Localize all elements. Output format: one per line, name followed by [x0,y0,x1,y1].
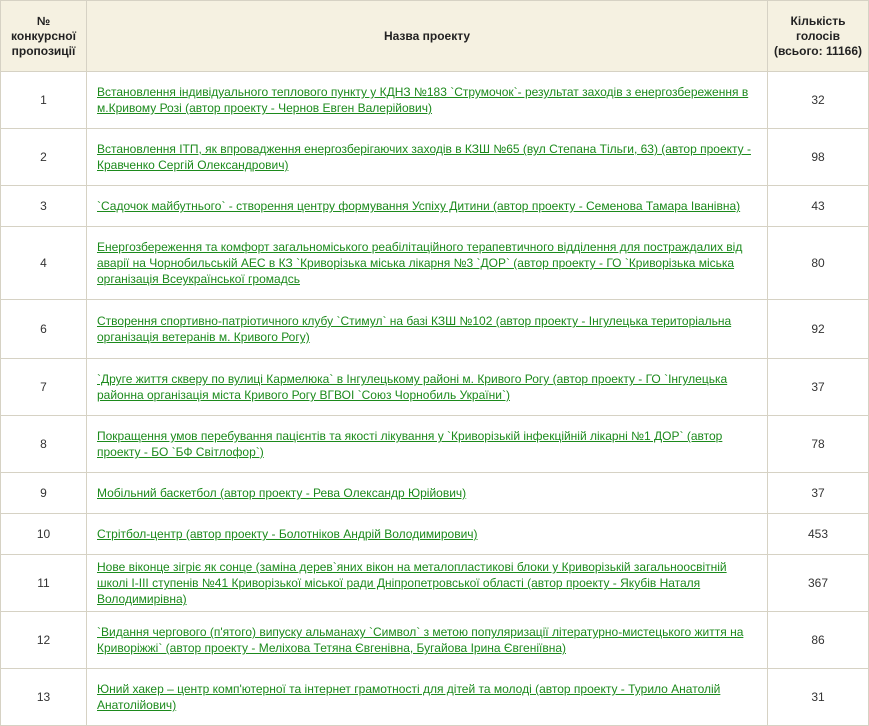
project-link[interactable]: Покращення умов перебування пацієнтів та якості лікування у `Криворізькій інфекційній лікарні №1 ДОР` (автор проекту - БО `БФ Світлофор`) [97,429,723,459]
table-row [1,227,869,300]
vote-count: 92 [768,300,869,359]
project-link[interactable]: Нове віконце зігріє як сонце (заміна дерев`яних вікон на металопластикові блоки у Криворізькій загальноосвітній школі І-ІІІ ступенів №41 Криворізької міської ради Дніпропетровської області (автор проекту - Якубів Наталя Володимирівна) [97,560,727,606]
row-number: 6 [1,300,87,359]
table-body [1,72,869,726]
vote-count: 453 [768,514,869,555]
row-number: 12 [1,612,87,669]
project-link[interactable]: `Садочок майбутнього` - створення центру формування Успіху Дитини (автор проекту - Семенова Тамара Іванівна) [97,199,741,213]
table-row [1,555,869,612]
table-row [1,416,869,473]
table-row [1,669,869,726]
table-header [1,1,869,72]
row-number: 8 [1,416,87,473]
row-number: 1 [1,72,87,129]
vote-count: 43 [768,186,869,227]
column-header-title: Назва проекту [87,1,768,72]
row-number: 4 [1,227,87,300]
project-link[interactable]: Юний хакер – центр комп'ютерної та інтернет грамотності для дітей та молоді (автор проекту - Турило Анатолій Анатолійович) [97,682,721,712]
project-link[interactable]: `Друге життя скверу по вулиці Кармелюка` в Інгулецькому районі м. Кривого Рогу (автор проекту - ГО `Інгулецька районна організація міста Кривого Рогу ВГВОІ `Союз Чорнобиль України`) [97,372,728,402]
column-header-votes: Кількість голосів (всього: 11166) [768,1,869,72]
table-row [1,514,869,555]
project-link[interactable]: Встановлення індивідуального теплового пункту у КДНЗ №183 `Струмочок`- результат заходів з енергозбереження в м.Кривому Розі (автор проекту - Чернов Евген Валерійович) [97,85,749,115]
table-row [1,359,869,416]
table-row [1,72,869,129]
table-row [1,129,869,186]
row-number: 13 [1,669,87,726]
project-link[interactable]: Мобільний баскетбол (автор проекту - Рева Олександр Юрійович) [97,486,467,500]
table-row [1,473,869,514]
project-link[interactable]: Енергозбереження та комфорт загальноміського реабілітаційного терапевтичного відділення для постраждалих від аварії на Чорнобильській АЕС в КЗ `Криворізька міська лікарня №3 `ДОР` (автор проекту - ГО `Криворізька міська організація Всеукраїнської громадсь [97,240,743,286]
row-number: 3 [1,186,87,227]
vote-count: 32 [768,72,869,129]
row-number: 10 [1,514,87,555]
vote-count: 367 [768,555,869,612]
project-link[interactable]: Встановлення ІТП, як впровадження енергозберігаючих заходів в КЗШ №65 (вул Степана Тільги, 63) (автор проекту - Кравченко Сергій Олександрович) [97,142,751,172]
project-link[interactable]: Створення спортивно-патріотичного клубу `Стимул` на базі КЗШ №102 (автор проекту - Інгулецька територіальна організація ветеранів м. Кривого Рогу) [97,314,732,344]
table-row [1,612,869,669]
project-link[interactable]: Стрітбол-центр (автор проекту - Болотніков Андрій Володимирович) [97,527,478,541]
vote-count: 37 [768,473,869,514]
row-number: 7 [1,359,87,416]
row-number: 2 [1,129,87,186]
vote-count: 78 [768,416,869,473]
vote-count: 98 [768,129,869,186]
vote-count: 37 [768,359,869,416]
table-row [1,186,869,227]
row-number: 9 [1,473,87,514]
vote-count: 86 [768,612,869,669]
vote-count: 31 [768,669,869,726]
column-header-number: № конкурсної пропозиції [1,1,87,72]
row-number: 11 [1,555,87,612]
vote-count: 80 [768,227,869,300]
table-row [1,300,869,359]
project-link[interactable]: `Видання чергового (п'ятого) випуску альманаху `Символ` з метою популяризації літературно-мистецького життя на Криворіжжі` (автор проекту - Меліхова Тетяна Євгенівна, Бугайова Ірина Євгеніївна) [97,625,744,655]
